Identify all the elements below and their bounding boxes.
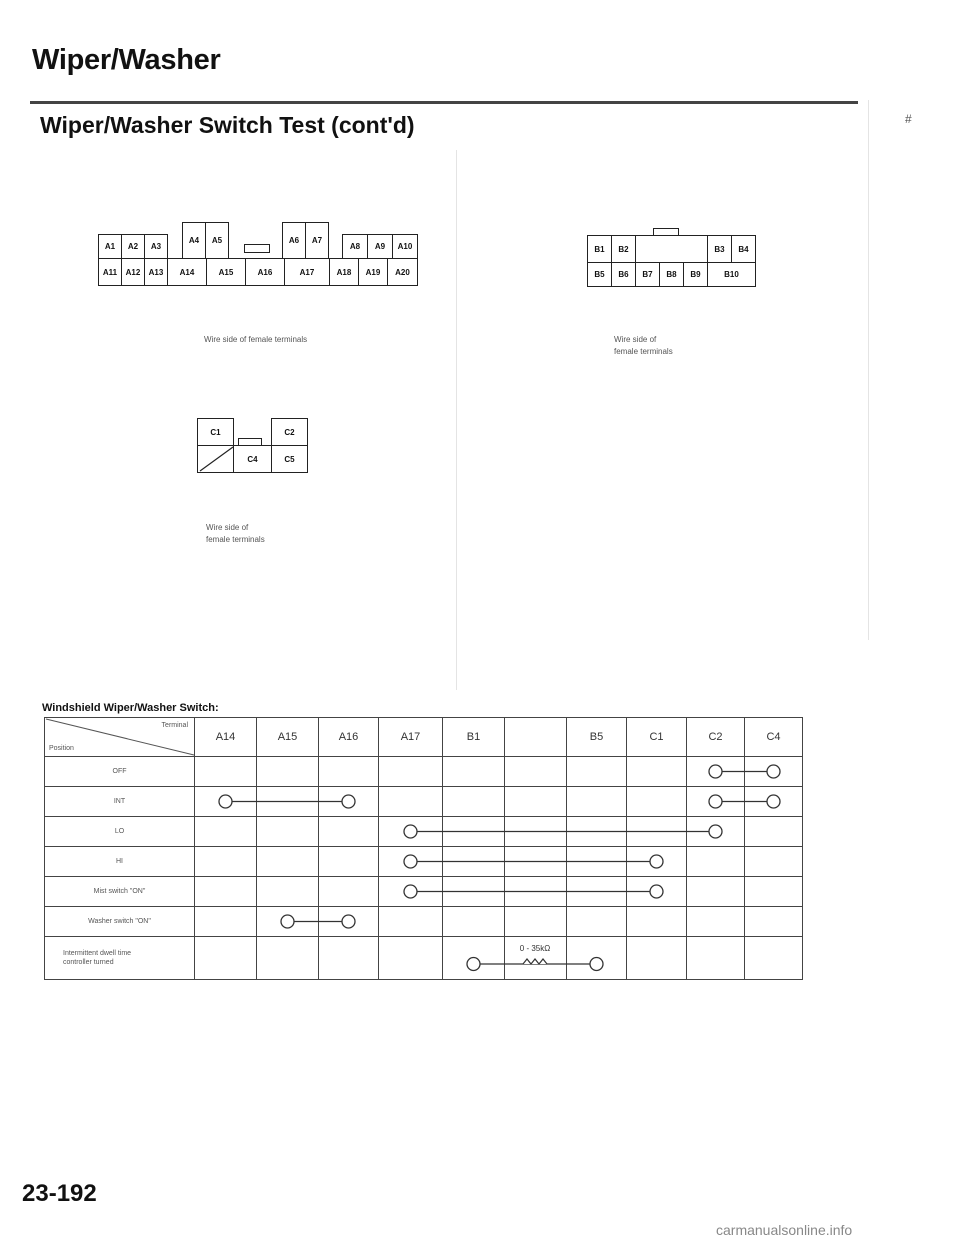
blank-cavity-slash bbox=[198, 445, 233, 473]
terminal-a14: A14 bbox=[167, 258, 207, 286]
corner-terminal-label: Terminal bbox=[161, 722, 188, 729]
position-label: OFF bbox=[45, 757, 195, 787]
terminal-a7: A7 bbox=[305, 222, 329, 259]
terminal-a13: A13 bbox=[144, 258, 168, 286]
connector-a-caption: Wire side of female terminals bbox=[204, 335, 308, 344]
header-rule bbox=[30, 101, 858, 104]
position-label: HI bbox=[45, 847, 195, 877]
terminal-a2: A2 bbox=[121, 234, 145, 259]
switch-table-title: Windshield Wiper/Washer Switch: bbox=[42, 702, 219, 714]
terminal-header: C1 bbox=[627, 718, 687, 757]
terminal-a8: A8 bbox=[342, 234, 368, 259]
section-title: Wiper/Washer Switch Test (cont'd) bbox=[40, 112, 415, 138]
position-label-line: controller turned bbox=[63, 959, 114, 966]
terminal-b9: B9 bbox=[683, 262, 708, 287]
table-row bbox=[45, 907, 803, 937]
connector-lock-tab bbox=[244, 244, 270, 253]
terminal-a9: A9 bbox=[367, 234, 393, 259]
empty-cavity bbox=[635, 235, 708, 263]
terminal-b2: B2 bbox=[611, 235, 636, 263]
scan-guide-line bbox=[868, 100, 869, 640]
page-title: Wiper/Washer bbox=[32, 44, 221, 76]
connector-a bbox=[98, 222, 420, 288]
terminal-a1: A1 bbox=[98, 234, 122, 259]
terminal-header: A16 bbox=[319, 718, 379, 757]
table-corner-cell bbox=[45, 718, 195, 757]
terminal-a15: A15 bbox=[206, 258, 246, 286]
terminal-a11: A11 bbox=[98, 258, 122, 286]
table-row bbox=[45, 757, 803, 787]
terminal-a12: A12 bbox=[121, 258, 145, 286]
terminal-header: A17 bbox=[379, 718, 443, 757]
position-label: Mist switch "ON" bbox=[45, 877, 195, 907]
table-header-row bbox=[45, 718, 803, 757]
terminal-a10: A10 bbox=[392, 234, 418, 259]
terminal-b1: B1 bbox=[587, 235, 612, 263]
terminal-a16: A16 bbox=[245, 258, 285, 286]
terminal-a3: A3 bbox=[144, 234, 168, 259]
position-label-line: Intermittent dwell time bbox=[63, 950, 132, 957]
table-row bbox=[45, 787, 803, 817]
terminal-b6: B6 bbox=[611, 262, 636, 287]
terminal-b5: B5 bbox=[587, 262, 612, 287]
resistance-label: 0 - 35kΩ bbox=[519, 944, 551, 953]
terminal-a6: A6 bbox=[282, 222, 306, 259]
terminal-header: A14 bbox=[195, 718, 257, 757]
page-number: 23-192 bbox=[22, 1180, 97, 1207]
terminal-a18: A18 bbox=[329, 258, 359, 286]
terminal-a17: A17 bbox=[284, 258, 330, 286]
connector-b-caption bbox=[614, 334, 673, 358]
terminal-b8: B8 bbox=[659, 262, 684, 287]
caption-line: female terminals bbox=[206, 535, 265, 544]
terminal-header: C2 bbox=[687, 718, 745, 757]
terminal-c5: C5 bbox=[271, 445, 308, 473]
blank-cavity bbox=[197, 445, 234, 473]
terminal-header: B5 bbox=[567, 718, 627, 757]
switch-continuity-table bbox=[44, 717, 803, 980]
terminal-header: A15 bbox=[257, 718, 319, 757]
table-row bbox=[45, 847, 803, 877]
caption-line: Wire side of bbox=[206, 523, 249, 532]
terminal-c2: C2 bbox=[271, 418, 308, 446]
table-row bbox=[45, 817, 803, 847]
table-row bbox=[45, 937, 803, 980]
terminal-b10: B10 bbox=[707, 262, 756, 287]
caption-line: Wire side of bbox=[614, 335, 657, 344]
scan-guide-line bbox=[456, 150, 457, 690]
connector-b bbox=[587, 226, 757, 288]
table-row bbox=[45, 877, 803, 907]
edge-mark: # bbox=[905, 112, 912, 126]
terminal-header: C4 bbox=[745, 718, 803, 757]
terminal-a4: A4 bbox=[182, 222, 206, 259]
connector-c bbox=[197, 418, 309, 474]
terminal-a19: A19 bbox=[358, 258, 388, 286]
watermark: carmanualsonline.info bbox=[716, 1222, 853, 1238]
terminal-a5: A5 bbox=[205, 222, 229, 259]
terminal-c1: C1 bbox=[197, 418, 234, 446]
terminal-b7: B7 bbox=[635, 262, 660, 287]
corner-position-label: Position bbox=[49, 745, 74, 752]
connector-c-caption bbox=[206, 522, 265, 546]
terminal-b3: B3 bbox=[707, 235, 732, 263]
position-label: Washer switch "ON" bbox=[45, 907, 195, 937]
caption-line: female terminals bbox=[614, 347, 673, 356]
position-label: LO bbox=[45, 817, 195, 847]
position-label: INT bbox=[45, 787, 195, 817]
terminal-c4: C4 bbox=[233, 445, 272, 473]
terminal-header bbox=[505, 718, 567, 757]
terminal-header: B1 bbox=[443, 718, 505, 757]
terminal-b4: B4 bbox=[731, 235, 756, 263]
position-label bbox=[45, 937, 195, 980]
terminal-a20: A20 bbox=[387, 258, 418, 286]
